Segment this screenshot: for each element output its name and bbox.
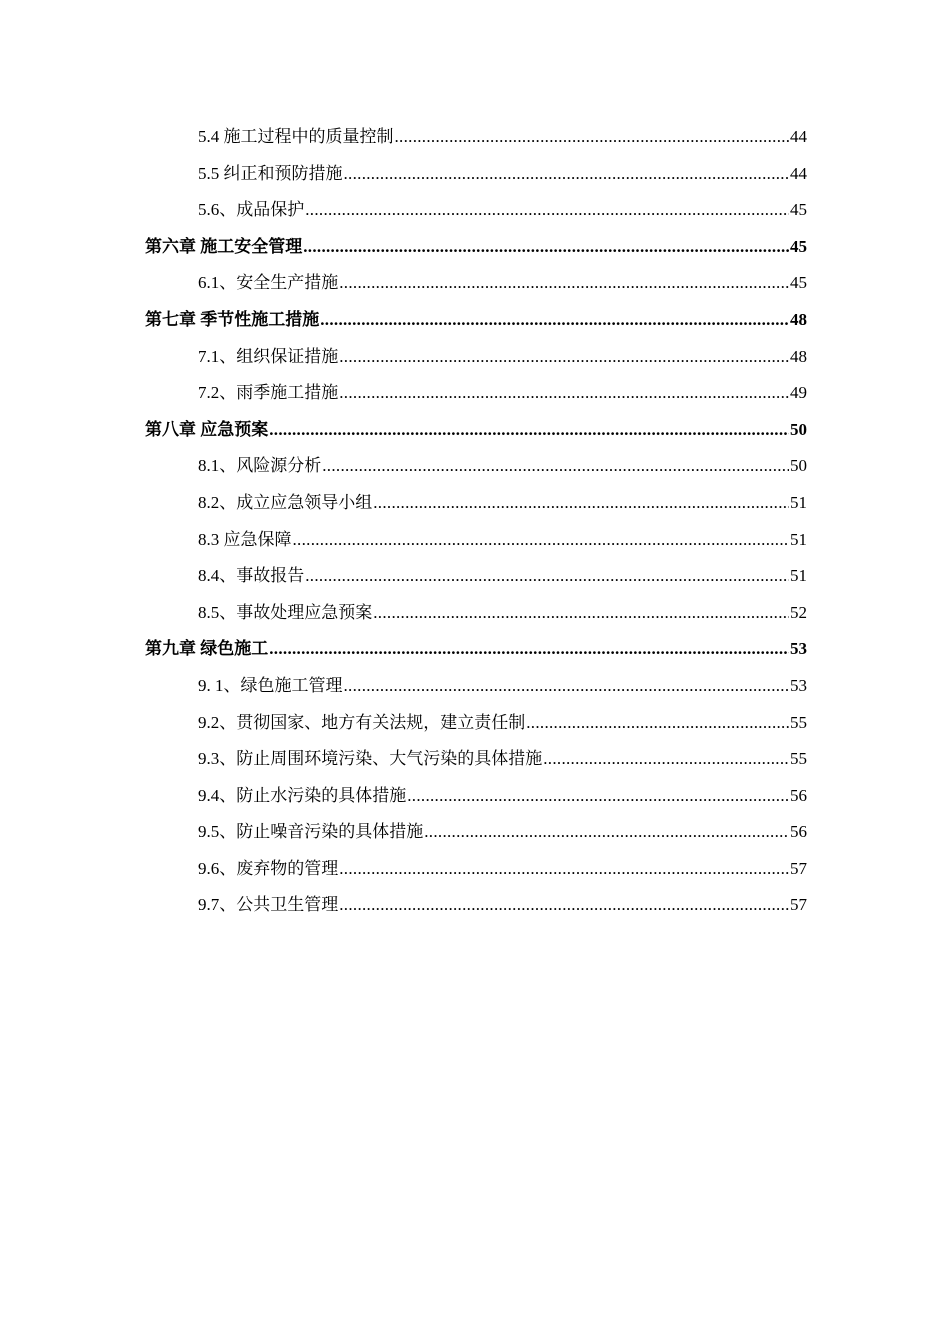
toc-dot-leader [339, 851, 789, 888]
toc-dot-leader [526, 705, 789, 742]
toc-entry-title: 第七章 季节性施工措施 [145, 309, 320, 329]
toc-section-entry[interactable] [145, 375, 807, 412]
toc-page-number: 55 [790, 749, 807, 769]
toc-page-number: 45 [790, 236, 807, 256]
toc-dot-leader [339, 887, 789, 924]
table-of-contents [145, 119, 807, 924]
toc-dot-leader [269, 631, 789, 668]
toc-entry-title: 5.5 纠正和预防措施 [198, 163, 343, 183]
toc-section-entry[interactable] [145, 887, 807, 924]
toc-dot-leader [339, 265, 789, 302]
toc-section-entry[interactable] [145, 485, 807, 522]
toc-dot-leader [543, 741, 789, 778]
toc-dot-leader [344, 156, 790, 193]
toc-page-number: 44 [790, 127, 807, 146]
toc-entry-title: 9. 1、绿色施工管理 [198, 675, 343, 695]
toc-page-number: 51 [790, 566, 807, 586]
toc-page-number: 53 [790, 675, 807, 695]
toc-entry-title: 7.1、组织保证措施 [198, 346, 339, 366]
toc-dot-leader [339, 339, 789, 376]
toc-page-number: 53 [790, 639, 807, 659]
toc-chapter-entry[interactable] [145, 302, 807, 339]
toc-page-number: 56 [790, 785, 807, 805]
toc-dot-leader [339, 375, 789, 412]
toc-section-entry[interactable] [145, 851, 807, 888]
toc-page-number: 57 [790, 895, 807, 915]
toc-page-number: 48 [790, 346, 807, 366]
toc-entry-title: 8.4、事故报告 [198, 566, 305, 586]
toc-page-number: 44 [790, 163, 807, 183]
toc-page-number: 55 [790, 712, 807, 732]
toc-page-number: 49 [790, 383, 807, 403]
toc-entry-title: 5.4 施工过程中的质量控制 [198, 127, 394, 146]
toc-dot-leader [407, 778, 789, 815]
toc-dot-leader [293, 522, 790, 559]
toc-entry-title: 9.3、防止周围环境污染、大气污染的具体措施 [198, 749, 543, 769]
toc-page-number: 51 [790, 492, 807, 512]
toc-dot-leader [305, 192, 789, 229]
toc-entry-title: 8.1、风险源分析 [198, 456, 322, 476]
toc-section-entry[interactable] [145, 668, 807, 705]
toc-entry-title: 9.2、贯彻国家、地方有关法规，建立责任制 [198, 712, 526, 732]
toc-dot-leader [303, 229, 789, 266]
toc-page-number: 50 [790, 456, 807, 476]
toc-entry-title: 第九章 绿色施工 [145, 639, 269, 659]
toc-section-entry[interactable] [145, 814, 807, 851]
toc-dot-leader [373, 595, 789, 632]
toc-page-number: 52 [790, 602, 807, 622]
toc-section-entry[interactable] [145, 522, 807, 559]
toc-page-number: 45 [790, 273, 807, 293]
toc-page-number: 56 [790, 822, 807, 842]
toc-dot-leader [424, 814, 789, 851]
toc-section-entry[interactable] [145, 595, 807, 632]
toc-dot-leader [322, 448, 789, 485]
toc-section-entry[interactable] [145, 192, 807, 229]
toc-section-entry[interactable] [145, 448, 807, 485]
toc-page-number: 50 [790, 419, 807, 439]
toc-entry-title: 8.2、成立应急领导小组 [198, 492, 373, 512]
toc-entry-title: 5.6、成品保护 [198, 200, 305, 220]
toc-entry-title: 9.4、防止水污染的具体措施 [198, 785, 407, 805]
toc-section-entry[interactable] [145, 778, 807, 815]
toc-section-entry[interactable] [145, 339, 807, 376]
toc-chapter-entry[interactable] [145, 631, 807, 668]
toc-entry-title: 8.3 应急保障 [198, 529, 292, 549]
toc-section-entry[interactable] [145, 119, 807, 156]
toc-entry-title: 7.2、雨季施工措施 [198, 383, 339, 403]
toc-section-entry[interactable] [145, 741, 807, 778]
toc-section-entry[interactable] [145, 156, 807, 193]
toc-section-entry[interactable] [145, 705, 807, 742]
toc-entry-title: 第八章 应急预案 [145, 419, 269, 439]
toc-entry-title: 9.5、防止噪音污染的具体措施 [198, 822, 424, 842]
toc-page-number: 51 [790, 529, 807, 549]
toc-dot-leader [269, 412, 789, 449]
toc-entry-title: 8.5、事故处理应急预案 [198, 602, 373, 622]
toc-page-number: 48 [790, 309, 807, 329]
toc-dot-leader [373, 485, 789, 522]
toc-dot-leader [344, 668, 790, 705]
toc-dot-leader [395, 119, 790, 156]
toc-dot-leader [320, 302, 789, 339]
toc-entry-title: 9.7、公共卫生管理 [198, 895, 339, 915]
toc-chapter-entry[interactable] [145, 412, 807, 449]
toc-page-number: 45 [790, 200, 807, 220]
toc-section-entry[interactable] [145, 558, 807, 595]
toc-dot-leader [305, 558, 789, 595]
toc-entry-title: 9.6、废弃物的管理 [198, 858, 339, 878]
toc-page-number: 57 [790, 858, 807, 878]
toc-chapter-entry[interactable] [145, 229, 807, 266]
toc-entry-title: 6.1、安全生产措施 [198, 273, 339, 293]
toc-entry-title: 第六章 施工安全管理 [145, 236, 303, 256]
toc-section-entry[interactable] [145, 265, 807, 302]
